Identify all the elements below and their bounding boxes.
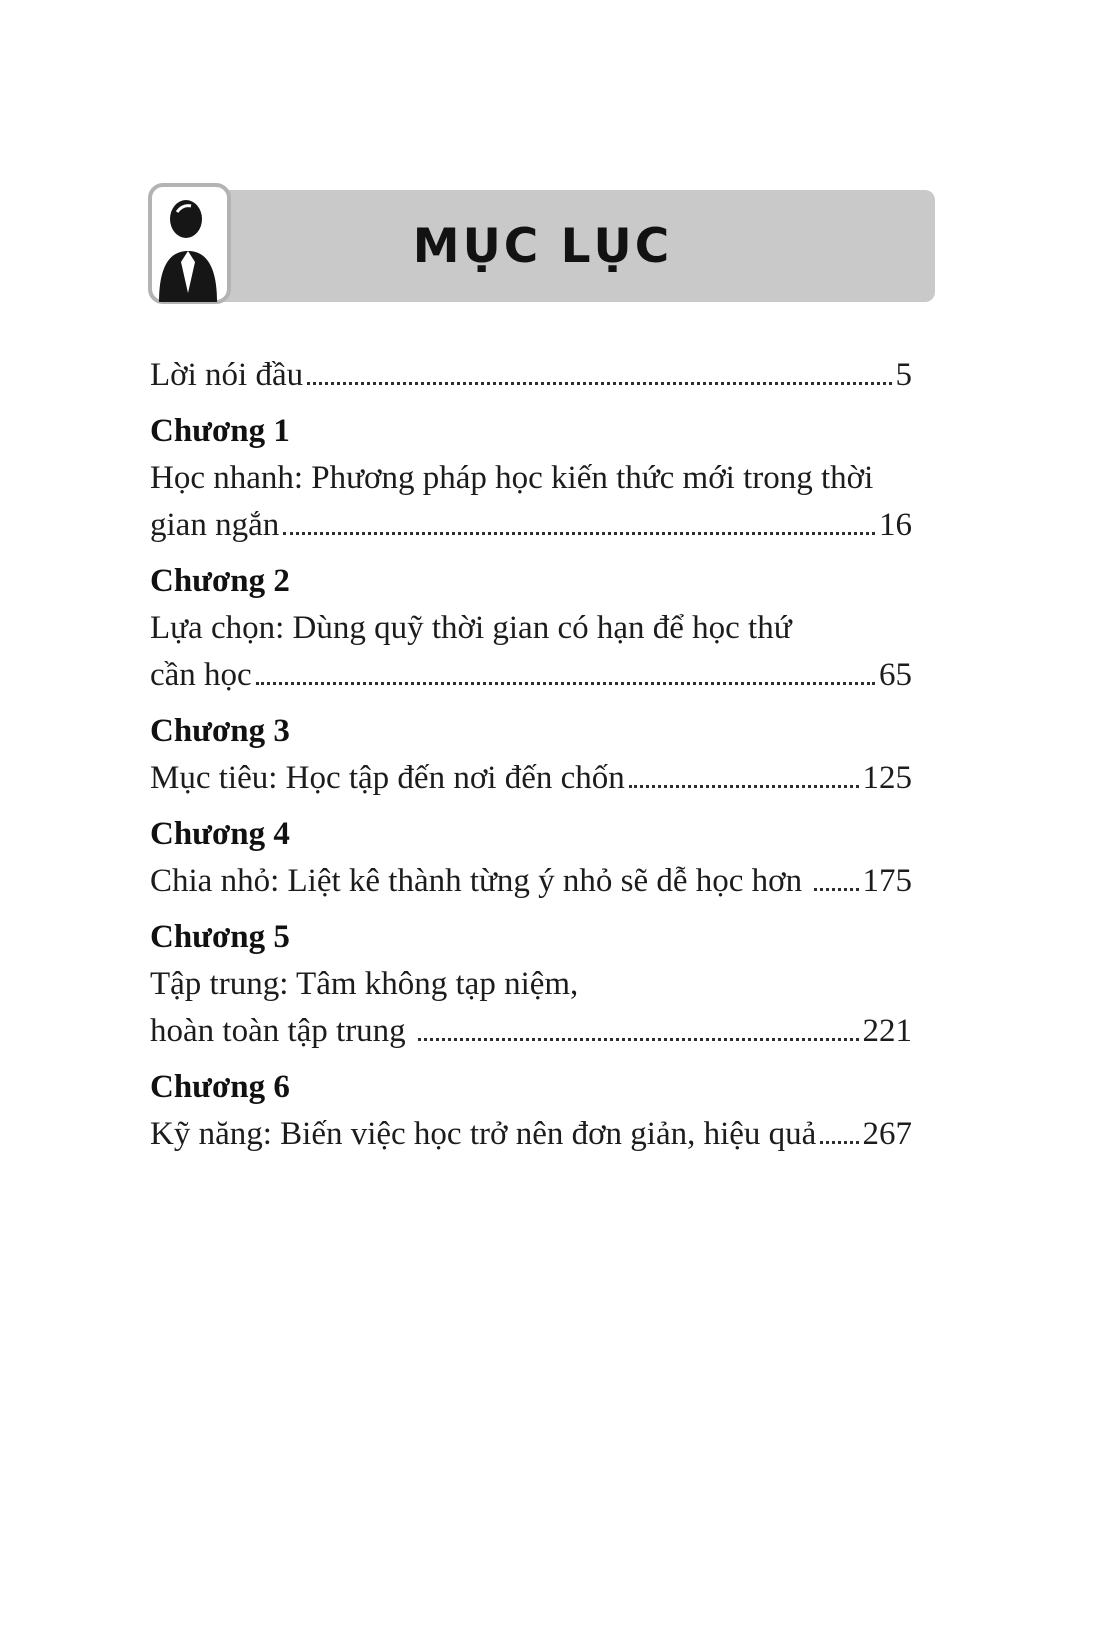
entry-leader-line (150, 352, 912, 399)
entry-leader-line (150, 858, 912, 905)
page-number: 16 (879, 507, 912, 543)
dot-leader (820, 1141, 858, 1144)
page-number: 221 (862, 1013, 912, 1049)
publisher-logo (147, 182, 232, 305)
toc-entry (150, 811, 912, 905)
dot-leader (629, 785, 859, 788)
page-title: MỤC LỤC (412, 218, 673, 274)
chapter-label: Chương 5 (150, 919, 290, 955)
toc-entry (150, 708, 912, 802)
chapter-label: Chương 1 (150, 413, 290, 449)
dot-leader (418, 1038, 859, 1041)
chapter-label: Chương 3 (150, 713, 290, 749)
entry-leader-line (150, 1008, 912, 1055)
entry-title: Mục tiêu: Học tập đến nơi đến chốn (150, 760, 625, 796)
entry-title: Chia nhỏ: Liệt kê thành từng ý nhỏ sẽ dễ học hơn (150, 863, 811, 899)
entry-title: cần học (150, 657, 252, 693)
entry-title: Kỹ năng: Biến việc học trở nên đơn giản, hiệu quả (150, 1116, 817, 1152)
chapter-label: Chương 4 (150, 816, 290, 852)
page-number: 267 (862, 1116, 912, 1152)
chapter-label: Chương 6 (150, 1069, 290, 1105)
header-banner (150, 190, 935, 302)
entry-title: Lời nói đầu (150, 357, 304, 393)
toc-entry (150, 558, 912, 699)
table-of-contents (150, 352, 912, 1167)
entry-title: gian ngắn (150, 507, 280, 543)
entry-title: hoàn toàn tập trung (150, 1013, 414, 1049)
entry-title-line: Tập trung: Tâm không tạp niệm, (150, 966, 579, 1002)
page-number: 125 (862, 760, 912, 796)
entry-leader-line (150, 652, 912, 699)
toc-entry (150, 914, 912, 1055)
toc-entry (150, 1064, 912, 1158)
dot-leader (814, 888, 858, 891)
businessman-icon (147, 182, 232, 305)
entry-leader-line (150, 502, 912, 549)
dot-leader (256, 682, 875, 685)
entry-title-line: Lựa chọn: Dùng quỹ thời gian có hạn để học thứ (150, 610, 792, 646)
entry-leader-line (150, 755, 912, 802)
entry-title-line: Học nhanh: Phương pháp học kiến thức mới trong thời (150, 460, 874, 496)
dot-leader (307, 382, 891, 385)
page-number: 5 (895, 357, 912, 393)
entry-leader-line (150, 1111, 912, 1158)
toc-entry (150, 408, 912, 549)
dot-leader (283, 532, 875, 535)
page-number: 65 (879, 657, 912, 693)
page-number: 175 (862, 863, 912, 899)
toc-entry (150, 352, 912, 399)
chapter-label: Chương 2 (150, 563, 290, 599)
